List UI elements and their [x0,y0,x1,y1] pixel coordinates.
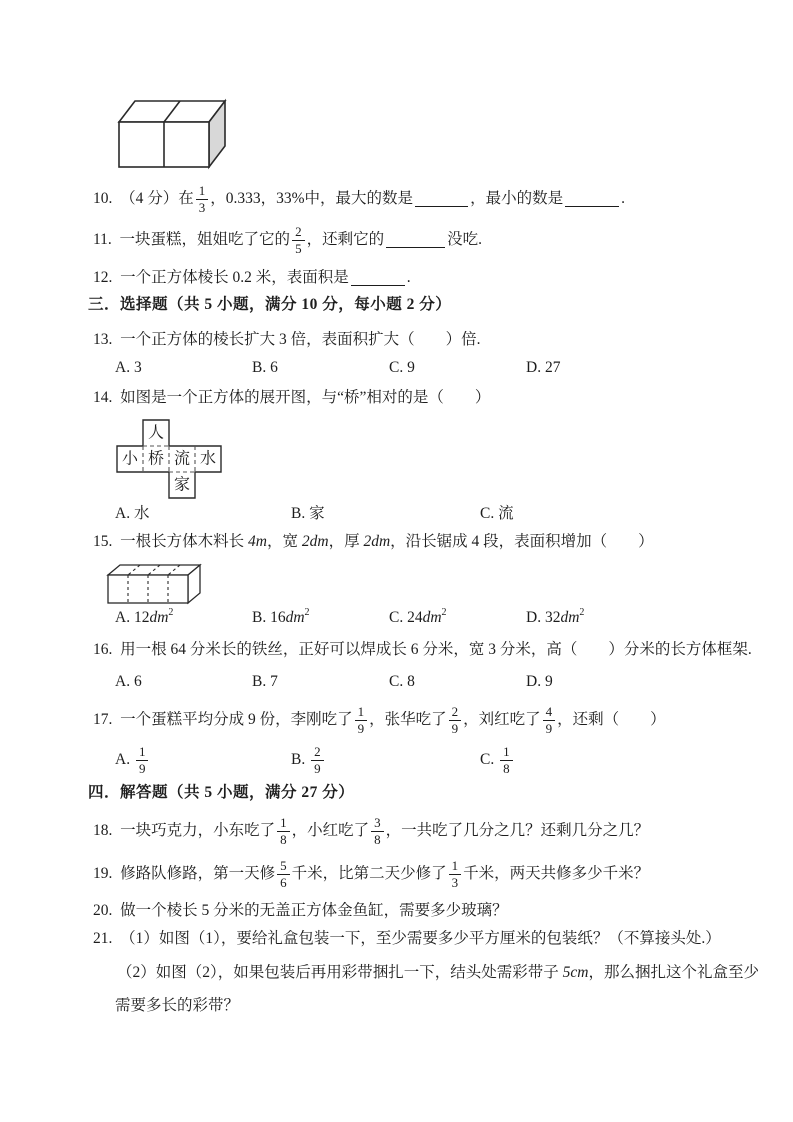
superscript: 2 [168,606,174,618]
question-13 [93,330,481,350]
section-answer-header: 四．解答题（共 5 小题，满分 27 分） [88,784,355,802]
text-run: . [621,190,625,208]
options-14 [0,502,793,522]
two-cubes-figure [118,100,226,168]
fraction-numerator: 2 [449,705,462,721]
net-cell-1: 小 [121,450,139,468]
text-run: A. [115,751,134,768]
question-20 [93,901,508,921]
text-run: 千米，比第二天少修了 [291,865,447,883]
text-run: C. 流 [480,505,514,522]
answer-blank [565,206,619,207]
fraction-numerator: 5 [277,859,290,875]
text-run: ，厚 [328,533,364,551]
net-cell-4: 水 [199,450,217,468]
text-run: 12. 一个正方体棱长 0.2 米，表面积是 [93,269,349,287]
text-run: C. 24 [389,608,423,626]
superscript: 2 [579,606,585,618]
option-16-a [115,672,142,692]
option-14-c [480,502,514,522]
option-17-a [115,740,150,780]
fraction-denominator: 9 [357,721,365,736]
text-run: ，还剩它的 [306,231,385,249]
fraction-numerator: 1 [500,745,513,761]
option-15-b [252,607,310,628]
option-17-c [480,740,515,780]
answer-blank [351,285,405,286]
text-run: D. 27 [526,359,561,376]
text-run: A. 水 [115,505,150,522]
fraction-denominator: 5 [295,241,302,256]
superscript: 2 [441,606,447,618]
cube-net-figure [116,419,222,499]
text-run: A. 3 [115,359,142,376]
option-17-b [291,740,326,780]
fraction [543,705,556,735]
fraction [277,859,290,889]
option-15-c [389,607,447,628]
italic-text: 2dm [363,533,391,551]
fraction-numerator: 1 [355,705,368,721]
option-16-b [252,672,278,692]
question-10 [93,179,625,219]
question-21-part2 [117,963,759,983]
question-14 [93,388,490,408]
options-17 [0,740,793,780]
text-run: B. 6 [252,359,278,376]
text-run: 10. （4 分）在 [93,190,194,208]
text-run: C. 8 [389,673,415,690]
fraction [449,705,462,735]
fraction-denominator: 8 [374,832,381,847]
option-14-a [115,502,149,522]
fraction-numerator: 4 [543,705,556,721]
text-run: ，刘红吃了 [463,711,541,729]
italic-text: 5cm [562,964,589,982]
italic-text: dm [285,608,305,626]
text-run: 需要多长的彩带？ [115,997,240,1015]
italic-text: 4m [248,533,267,551]
italic-text: 2dm [301,533,329,551]
text-run: C. 9 [389,359,415,376]
net-cell-2: 桥 [147,450,165,468]
text-run: ，一共吃了几分之几？还剩几分之几？ [385,822,650,840]
question-19 [93,854,649,894]
option-13-c [389,358,415,378]
option-13-b [252,358,278,378]
option-16-c [389,672,415,692]
fraction-denominator: 9 [314,761,321,776]
text-run: 20. 做一个棱长 5 分米的无盖正方体金鱼缸，需要多少玻璃？ [93,902,508,920]
text-run: ，沿长锯成 4 段，表面积增加（ ） [390,533,654,551]
question-21-part2-cont [115,996,239,1016]
fraction-denominator: 3 [198,200,206,215]
fraction-numerator: 2 [292,225,305,241]
text-run: . [406,269,411,287]
text-run: B. 7 [252,673,278,690]
question-15 [93,532,654,552]
text-run: 16. 用一根 64 分米长的铁丝，正好可以焊成长 6 分米，宽 3 分米，高（ ）分米的长方体框架. [93,641,752,659]
fraction [449,859,462,889]
text-run: 17. 一个蛋糕平均分成 9 份，李刚吃了 [93,711,353,729]
fraction [371,816,384,846]
text-run: 14. 如图是一个正方体的展开图，与“桥”相对的是（ ） [93,389,491,407]
fraction [136,745,149,775]
options-13 [0,358,793,378]
fraction-denominator: 8 [280,832,287,847]
fraction [355,705,368,735]
answer-blank [415,206,468,207]
fraction [292,225,305,255]
superscript: 2 [304,606,310,618]
fraction-denominator: 6 [280,875,287,890]
option-13-a [115,358,142,378]
text-run: B. 家 [291,505,325,522]
option-13-d [526,358,560,378]
answer-blank [386,247,445,248]
italic-text: dm [149,608,169,626]
fraction [500,745,513,775]
fraction-denominator: 8 [503,761,510,776]
fraction [196,184,209,214]
net-cell-bottom: 家 [173,476,191,494]
fraction-numerator: 3 [371,816,384,832]
fraction-denominator: 9 [545,721,553,736]
net-cell-3: 流 [173,450,191,468]
text-run: B. 16 [252,608,286,626]
text-run: D. 32 [526,608,561,626]
question-17 [93,700,666,740]
italic-text: dm [560,608,580,626]
fraction-numerator: 1 [196,184,209,200]
options-15 [0,607,793,628]
text-run: 千米，两天共修多少千米？ [463,865,650,883]
fraction [311,745,324,775]
question-16 [93,640,752,660]
question-21-part1 [93,929,721,949]
text-run: ，还剩（ ） [557,711,666,729]
text-run: D. 9 [526,673,553,690]
fraction-numerator: 2 [311,745,324,761]
text-run: 11. 一块蛋糕，姐姐吃了它的 [93,231,291,249]
wood-block-figure [107,564,201,604]
option-15-d [526,607,584,628]
italic-text: dm [422,608,442,626]
question-12 [93,268,411,288]
text-run: 19. 修路队修路，第一天修 [93,865,276,883]
fraction-numerator: 1 [277,816,290,832]
fraction-denominator: 9 [451,721,459,736]
text-run: 没吃. [447,231,482,249]
text-run: ，那么捆扎这个礼盒至少 [588,964,759,982]
text-run: 21. （1）如图（1），要给礼盒包装一下，至少需要多少平方厘米的包装纸？（不算接头处.） [93,930,721,948]
text-run: A. 6 [115,673,142,690]
question-18 [93,811,649,851]
text-run: 18. 一块巧克力，小东吃了 [93,822,276,840]
option-15-a [115,607,173,628]
options-16 [0,672,793,692]
net-cell-top: 人 [147,424,165,442]
text-run: ，小红吃了 [291,822,370,840]
fraction-numerator: 1 [449,859,462,875]
fraction-denominator: 9 [138,761,146,776]
text-run: ，最小的数是 [470,190,564,208]
section-choice-header: 三．选择题（共 5 小题，满分 10 分，每小题 2 分） [88,296,452,314]
text-run: ，张华吃了 [369,711,447,729]
text-run: 15. 一根长方体木料长 [93,533,249,551]
question-11 [93,220,482,260]
text-run: ，0.333，33%中，最大的数是 [210,190,414,208]
text-run: A. 12 [115,608,150,626]
option-14-b [291,502,325,522]
fraction-numerator: 1 [136,745,149,761]
text-run: ，宽 [266,533,302,551]
text-run: B. [291,751,310,768]
text-run: 13. 一个正方体的棱长扩大 3 倍，表面积扩大（ ）倍. [93,331,481,349]
text-run: C. [480,751,499,768]
text-run: （2）如图（2），如果包装后再用彩带捆扎一下，结头处需彩带子 [117,964,563,982]
fraction-denominator: 3 [451,875,459,890]
option-16-d [526,672,553,692]
fraction [277,816,290,846]
